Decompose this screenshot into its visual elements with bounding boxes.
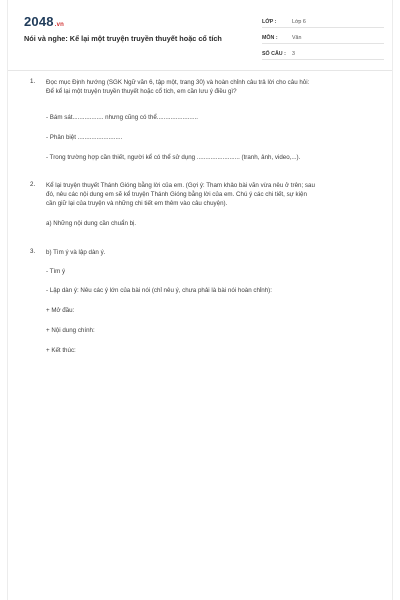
question-number: 3. <box>30 248 36 255</box>
question-number: 2. <box>30 181 36 188</box>
meta-row-class <box>262 14 384 28</box>
question-3 <box>8 248 392 355</box>
question-number: 1. <box>30 78 36 85</box>
meta-value: 3 <box>292 51 295 57</box>
logo-tld: .vn <box>54 22 65 28</box>
meta-table <box>262 14 384 62</box>
question-2 <box>8 181 392 228</box>
site-logo[interactable] <box>24 14 64 29</box>
answer-line: - Lập dàn ý: Nêu các ý lớn của bài nói (chỉ nêu ý, chưa phải là bài nói hoàn chỉnh): <box>46 287 272 294</box>
meta-value: Lớp 6 <box>292 19 306 25</box>
worksheet-header <box>8 0 392 71</box>
question-text-line: b) Tìm ý và lập dàn ý. <box>46 249 106 256</box>
meta-label: LỚP : <box>262 19 277 25</box>
meta-label: MÔN : <box>262 35 278 41</box>
meta-row-subject <box>262 30 384 44</box>
question-text-line: Kể lại truyện thuyết Thánh Gióng bằng lời của em. (Gợi ý: Tham khảo bài văn vừa nêu ở trên; sau <box>46 182 315 189</box>
question-1 <box>8 78 392 162</box>
answer-line: - Tìm ý <box>46 268 66 275</box>
answer-line: - Trong trường hợp cần thiết, người kể có thể sử dụng ......................... (tranh, ảnh, video,...). <box>46 154 301 161</box>
meta-row-question-count <box>262 46 384 60</box>
answer-line: - Phân biệt .......................... <box>46 134 123 141</box>
answer-line: - Bám sát.................. nhưng cũng có thể........................ <box>46 114 199 121</box>
answer-line: a) Những nội dung cần chuẩn bị. <box>46 220 137 227</box>
logo-text: 2048 <box>24 14 54 29</box>
question-text-line: đó, nêu các nội dung em sẽ kể truyện Thánh Gióng bằng lời của em. Chú ý các chi tiết, sự kiện <box>46 191 307 198</box>
question-text-line: cần giữ lại của truyện và những chi tiết em thêm vào câu chuyện). <box>46 200 228 207</box>
worksheet-page <box>7 0 393 600</box>
meta-value: Văn <box>292 35 302 41</box>
question-text-line: Để kể lại một truyện truyền thuyết hoặc cổ tích, em cần lưu ý điều gì? <box>46 88 237 95</box>
answer-line: + Mở đầu: <box>46 307 75 314</box>
question-text-line: Đọc mục Định hướng (SGK Ngữ văn 6, tập một, trang 30) và hoàn chỉnh câu trả lời cho câu hỏi: <box>46 79 310 86</box>
question-list <box>8 78 392 355</box>
answer-line: + Nội dung chính: <box>46 327 95 334</box>
meta-label: SỐ CÂU : <box>262 51 286 57</box>
answer-line: + Kết thúc: <box>46 347 76 354</box>
document-title: Nói và nghe: Kể lại một truyện truyền thuyết hoặc cổ tích <box>24 34 222 43</box>
